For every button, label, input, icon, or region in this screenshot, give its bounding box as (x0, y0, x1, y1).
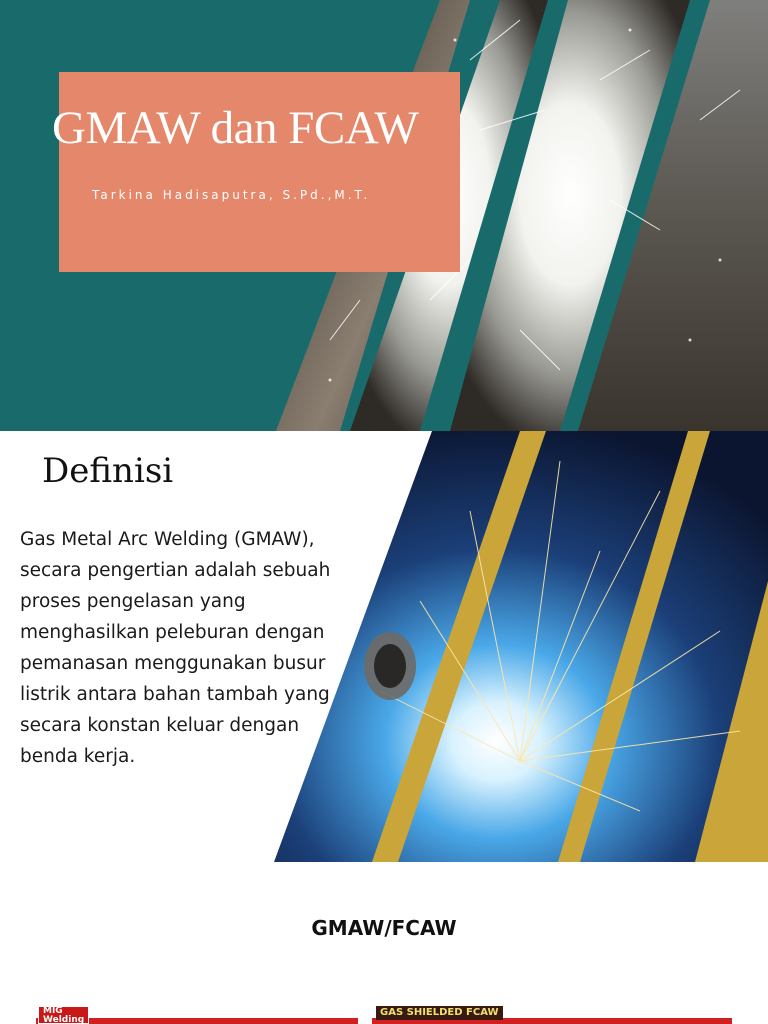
mig-welding-thumbnail (36, 1006, 358, 1024)
author-name: Tarkina Hadisaputra, S.Pd.,M.T. (92, 188, 371, 202)
slide-title: GMAW dan FCAW (52, 102, 419, 154)
section-title: GMAW/FCAW (311, 916, 457, 940)
definition-text: Gas Metal Arc Welding (GMAW), secara pengertian adalah sebuah proses pengelasan yang menghasilkan peleburan dengan pemanasan menggunakan busur listrik antara bahan tambah yang secara konstan keluar dengan benda kerja. (20, 529, 331, 767)
fcaw-thumbnail (372, 1006, 732, 1024)
title-slide (0, 0, 768, 431)
comparison-slide (0, 862, 768, 1024)
definition-slide (0, 431, 768, 862)
thumbnail-label: MIG Welding (38, 1006, 89, 1024)
thumbnail-label: GAS SHIELDED FCAW (376, 1006, 503, 1020)
section-heading: Definisi (42, 451, 174, 491)
